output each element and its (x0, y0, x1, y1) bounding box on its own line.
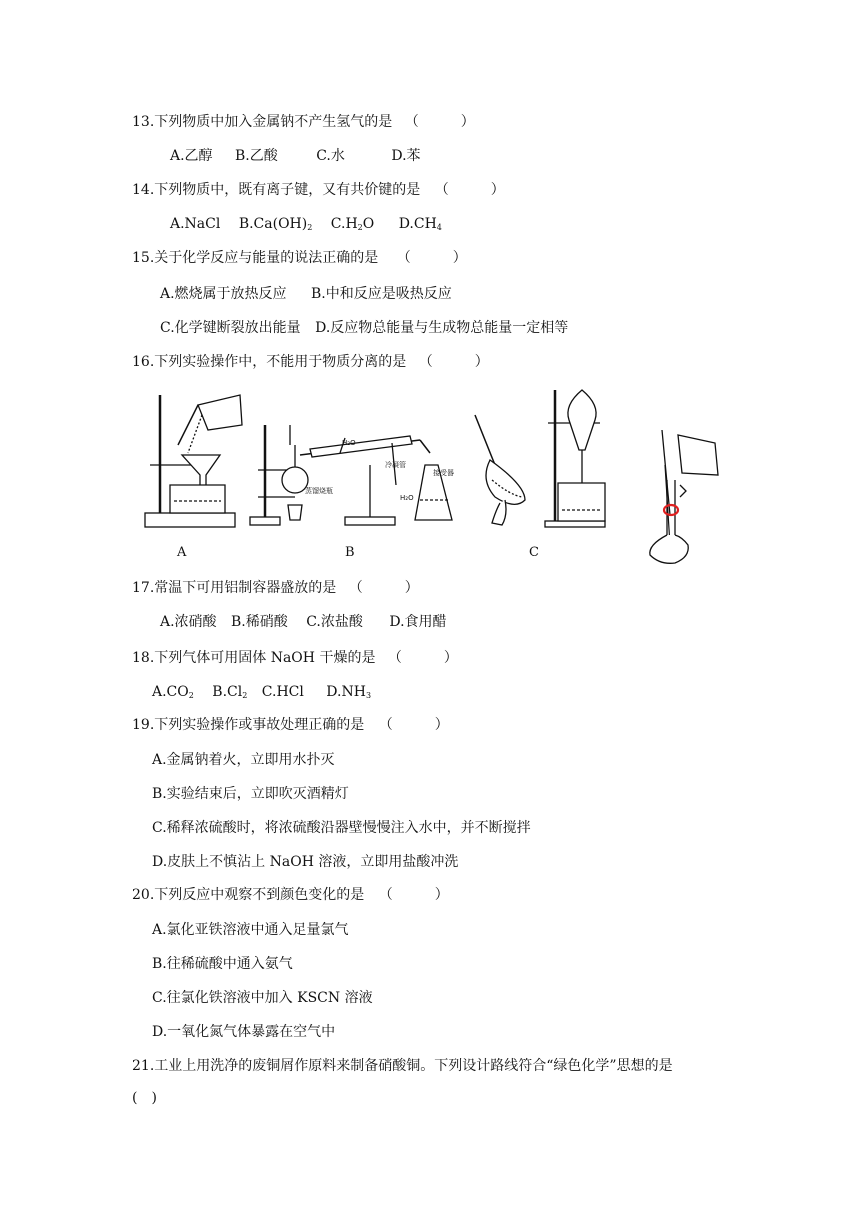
question-18-options (152, 682, 371, 706)
option-d: D.反应物总能量与生成物总能量一定相等 (315, 320, 569, 336)
option-c: C.浓盐酸 (306, 614, 363, 630)
option-b: $B.Cl_2$ (212, 684, 248, 700)
label-receiver: 接受器 (433, 469, 454, 477)
apparatus-figure (130, 385, 750, 570)
question-19-option-b: B.实验结束后，立即吹灭酒精灯 (152, 786, 349, 802)
answer-paren: （ ） (396, 250, 467, 266)
figure-label-c: C (529, 545, 539, 560)
option-a: A.NaCl (170, 216, 221, 232)
volumetric-flask-pouring (650, 430, 718, 563)
question-20-option-a: A.氯化亚铁溶液中通入足量氯气 (152, 922, 349, 938)
question-14 (132, 180, 505, 200)
question-20-option-d: D.一氧化氮气体暴露在空气中 (152, 1024, 336, 1040)
option-b: $B.Ca(OH)_2$ (238, 216, 313, 232)
question-18 (132, 648, 458, 668)
question-stem: 20.下列反应中观察不到颜色变化的是 (132, 887, 365, 903)
option-d: D.食用醋 (389, 614, 447, 630)
question-stem: 18.下列气体可用固体 NaOH 干燥的是 (132, 650, 376, 666)
question-21-paren: ( ) (132, 1090, 157, 1106)
question-13-options (170, 146, 421, 166)
question-15-options-row1 (160, 284, 452, 304)
label-condenser: 冷凝管 (385, 461, 406, 469)
answer-paren: （ ） (387, 650, 458, 666)
figure-label-a: A (177, 545, 187, 560)
question-stem: 17.常温下可用铝制容器盛放的是 (132, 580, 337, 596)
option-a: A.乙醇 (170, 148, 213, 164)
filtration-apparatus (145, 395, 242, 527)
separatory-funnel-hand (475, 415, 525, 525)
question-20 (132, 885, 449, 905)
answer-paren: （ ） (418, 354, 489, 370)
option-d: $D.CH_4$ (398, 216, 442, 232)
label-h2o-bottom: H₂O (400, 494, 414, 502)
question-20-option-c: C.往氯化铁溶液中加入 KSCN 溶液 (152, 990, 373, 1006)
question-21: 21.工业上用洗净的废铜屑作原料来制备硝酸铜。下列设计路线符合“绿色化学”思想的是 (132, 1058, 673, 1074)
option-a: A.浓硝酸 (160, 614, 217, 630)
question-17 (132, 578, 419, 598)
answer-paren: （ ） (378, 887, 449, 903)
question-stem: 16.下列实验操作中，不能用于物质分离的是 (132, 354, 407, 370)
highlight-circle (664, 505, 678, 515)
answer-paren: （ ） (434, 182, 505, 198)
question-19-option-d: D.皮肤上不慎沾上 NaOH 溶液，立即用盐酸冲洗 (152, 854, 459, 870)
question-13 (132, 112, 475, 132)
option-a: A.燃烧属于放热反应 (160, 286, 287, 302)
figure-label-b: B (345, 545, 355, 560)
question-19-option-a: A.金属钠着火，立即用水扑灭 (152, 752, 335, 768)
question-stem: 13.下列物质中加入金属钠不产生氢气的是 (132, 114, 393, 130)
question-19 (132, 715, 449, 735)
option-d: D.苯 (391, 148, 421, 164)
option-c: C.化学键断裂放出能量 (160, 320, 301, 336)
answer-paren: （ ） (404, 114, 475, 130)
option-a: $A.CO_2$ (152, 684, 194, 700)
question-16 (132, 352, 489, 372)
option-b: B.稀硝酸 (231, 614, 288, 630)
separatory-funnel-stand (545, 390, 605, 527)
question-15-options-row2 (160, 318, 568, 338)
option-c: C.水 (316, 148, 345, 164)
question-19-option-c: C.稀释浓硫酸时，将浓硫酸沿器壁慢慢注入水中，并不断搅拌 (152, 820, 531, 836)
option-d: $D.NH_3$ (326, 684, 372, 700)
answer-paren: （ ） (378, 717, 449, 733)
question-stem: 19.下列实验操作或事故处理正确的是 (132, 717, 365, 733)
question-20-option-b: B.往稀硫酸中通入氨气 (152, 956, 293, 972)
question-stem: 15.关于化学反应与能量的说法正确的是 (132, 250, 379, 266)
option-b: B.中和反应是吸热反应 (311, 286, 452, 302)
label-flask: 蒸馏烧瓶 (305, 487, 333, 495)
option-c: $C.H_2O$ (330, 216, 375, 232)
answer-paren: （ ） (348, 580, 419, 596)
question-17-options (160, 612, 447, 632)
option-c: C.HCl (261, 684, 304, 700)
question-15 (132, 248, 467, 268)
label-h2o-top: H₂O (342, 439, 356, 447)
question-stem: 14.下列物质中，既有离子键，又有共价键的是 (132, 182, 421, 198)
option-b: B.乙酸 (235, 148, 278, 164)
question-14-options (170, 214, 442, 238)
